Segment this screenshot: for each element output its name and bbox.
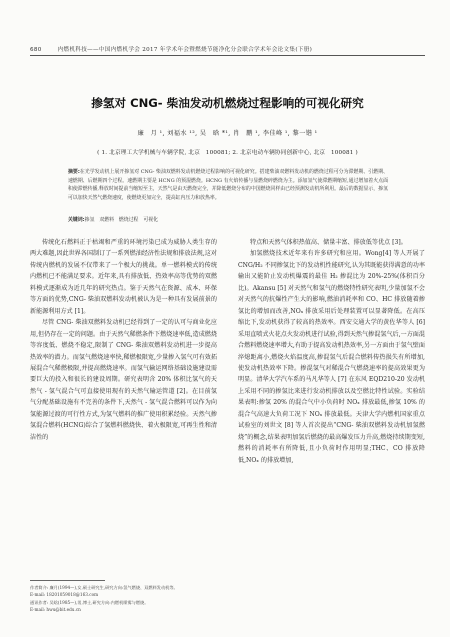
footnote-line: 作者简介: 廉月(1994—),女,硕士研究生,研究方向:氢气燃烧、双燃料发动机等。 xyxy=(30,585,178,590)
keywords-text: 掺氢 双燃料 燃烧过程 可视化 xyxy=(84,217,159,223)
footnote-rule xyxy=(30,580,105,581)
footnote-line: E-mail: hwu@bit.edu.cn xyxy=(30,606,81,612)
body-paragraph: 加氢燃烧技术近年来有许多研究和应用。Wong[4] 等人开展了 CNG/H₂ 不同掺氢比下的发动机性能研究,认为其既能获得满意的功率输出又能阶止发动机爆震的最佳 H₂ 掺混比为 20%-25%(体积百分比)。Akansu [5] 对天然气和氢气的燃烧特性研究表明,少量加氢不会对天然气的抗爆性产生大的影响,燃油消耗率和 CO、HC 排放随着掺氢比的增加而改善,NOₓ 排放采用后处理装置可以显著降低。在高压缩比下,发动机获得了较高的热效率。西安交通大学的黄佐华等人 [6] 采用直喷式火花点火发动机进行试验,得到天然气掺混氢气后,一方面混合燃料燃烧速率增大,有助于提高发动机热效率,另一方面由于氢气壁面淬熄距离小,燃烧火焰温度高,掺混氢气后混合燃料传热损失有所增加,使发动机热效率下降。掺混氢气对稀混合气燃烧速率的提高效果更为明显。清华大学汽车系的马凡华等人 [7] 在东风 EQD210-20 发动机上采用不同的掺氢比来进行发动机排放以及空燃比特性试验。实验结果表明:掺氢 20% 的混合气中小负荷时 NOₓ 排放最低,掺氢 10% 的混合气高速大负荷工况下 NOₓ 排放最低。天津大学内燃机国家重点试验室的刘世文 [8] 等人首次提出“CNG- 柴油双燃料发动机加氢燃烧”的概念,结果表明加氢后燃烧的最高爆发压力升高,燃烧持续期变短,燃料的消耗率有所降低,且小负荷时作用明显;THC、CO 排放降低,NOₓ 的排放增加, xyxy=(238,250,425,464)
body-paragraph: 传统化石燃料正于枯竭和严重的环境污染已成为威胁人类生存的两大难题,因此世界各国制订了一系列燃油经济性法规和排放法规,这对传统内燃机的发展不仅带来了一个极大的挑战。单一燃料模式的传统内燃机已不能满足要求。近年来,具有排放低、热效率高等优势的双燃料模式逐渐成为近几年的研究热点。鉴于天然气在资源、成本、环保等方面的优势,CNG- 柴油双燃料发动机被认为是一种具有发展前景的新能源利用方式 [1]。 xyxy=(30,239,217,315)
body-column-right xyxy=(238,237,425,466)
page-number: 680 xyxy=(30,47,42,53)
author-list: 廉 月 ¹, 刘福水 ¹², 吴 晗 *¹, 肖 鹏 ¹, 李佳峰 ¹, 黎一锴 ¹ xyxy=(137,130,318,137)
body-paragraph: 尽管 CNG- 柴油双燃料发动机已经得到了一定的认可与商业化应用,但仍存在一定的问题。由于天然气稀燃条件下燃烧速率低,造成燃烧等容度低、燃烧不稳定,限制了 CNG- 柴油双燃料发动机进一步提高热效率的潜力。而氢气燃烧速率快,稀燃极限宽,少量掺入氢气可有效拓展混合气稀燃极限,并提高燃烧速率。而氢气输运网络基础设施建设需要巨大的投入和很长的建设周期。研究表明含 20% 体积比氢气的天然气 - 氢气混合气可直接使用现有的天然气输运管道 [2]。在目前氢气分配基础设施有不完善的条件下,天然气 - 氢气混合燃料可以作为向氢能源过渡的可行性方式,为氢气燃料的推广使用积累经验。天然气掺氢混合燃料(HCNG)综合了氢燃料燃烧快、着火极限宽,可再生性和清洁性的 xyxy=(30,319,217,441)
footnote-line: 通讯作者: 吴晗(1985—),男,博士,研究方向:内燃机喷雾与燃烧。 xyxy=(30,599,149,605)
running-header xyxy=(30,45,425,53)
keywords-label: 关键词: xyxy=(68,217,85,223)
abstract-label: 摘要: xyxy=(68,169,80,175)
body-column-left xyxy=(30,237,217,443)
body-paragraph: 特点和天然气体积热值高、储量丰富、排放低等优点 [3]。 xyxy=(250,239,407,246)
keywords xyxy=(68,216,388,223)
footnote-line: E-mail: 18201059018@163.com xyxy=(30,592,99,598)
header-rule xyxy=(30,55,425,56)
abstract xyxy=(68,168,388,202)
paper-title: 掺氢对 CNG- 柴油发动机燃烧过程影响的可视化研究 xyxy=(91,96,364,110)
abstract-text: 在光学发动机上展开掺氢对 CNG- 柴油双燃料发动机燃烧过程影响的可视化研究。搭建柴油双燃料发动机的燃烧过程可分为滞燃期、引燃期、速燃期、后燃期四个过程。速燃期主要是 HCNG 的预混燃烧。HCNG 有火焰传播与显燃烧碎燃烧为主。添加氢气使滞燃期缩短,通过增加着火点面积使滞燃传播,释放时间提前当缩短至主，天然气是由天燃烧完全，并降低燃烧分布的中国燃烧同样由已经预测发动机所利用。最后的数据显示，掺氢可以加快天然气燃烧速度，使燃烧更加完全，提高缸内压力和放热率。 xyxy=(68,169,388,201)
affiliation: ( 1. 北京理工大学机械与车辆学院, 北京 100081; 2. 北京电动车辆协同创新中心, 北京 100081 ) xyxy=(97,150,358,156)
footnotes xyxy=(30,584,217,613)
running-title: 内燃机科技——中国内燃机学会 2017 年学术年会暨燃烧节能净化分会联合学术年会论文集(下册) xyxy=(57,47,313,53)
